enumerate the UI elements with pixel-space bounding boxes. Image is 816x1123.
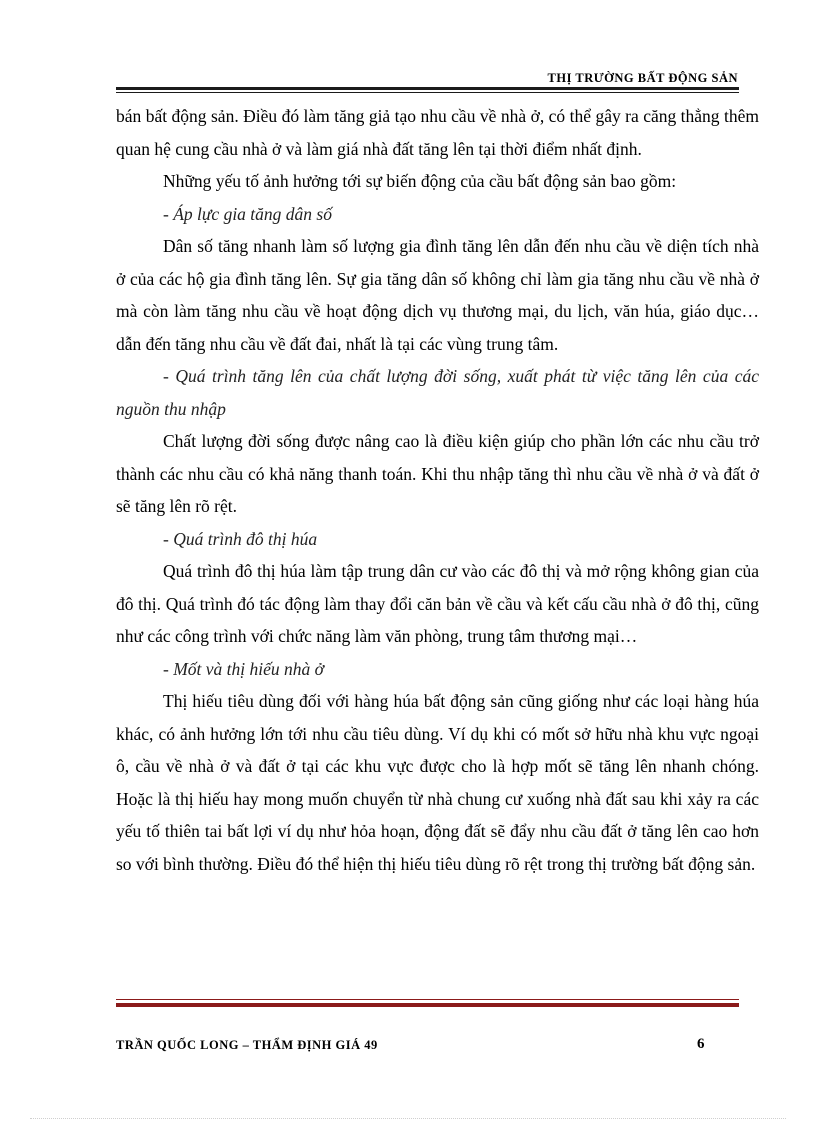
footer-author: TRẦN QUỐC LONG – THẨM ĐỊNH GIÁ 49 <box>116 1038 378 1052</box>
paragraph-urbanization: Quá trình đô thị húa làm tập trung dân cư vào các đô thị và mở rộng không gian của đô thị. Quá trình đó tác động làm thay đổi căn bản về cầu và kết cấu cầu nhà ở đô thị, cũng như các công trình với chức năng làm văn phòng, trung tâm thương mại… <box>116 561 759 646</box>
paragraph-fashion-taste: Thị hiếu tiêu dùng đối với hàng húa bất động sản cũng giống như các loại hàng húa khác, có ảnh hưởng lớn tới nhu cầu tiêu dùng. Ví dụ khi có mốt sở hữu nhà khu vực ngoại ô, cầu về nhà ở và đất ở tại các khu vực được cho là hợp mốt sẽ tăng lên nhanh chóng. Hoặc là thị hiếu hay mong muốn chuyển từ nhà chung cư xuống nhà đất sau khi xảy ra các yếu tố thiên tai bất lợi ví dụ như hỏa hoạn, động đất sẽ đẩy nhu cầu đất ở tăng lên cao hơn so với bình thường. Điều đó thể hiện thị hiếu tiêu dùng rõ rệt trong thị trường bất động sản. <box>116 691 759 874</box>
paragraph-continuation: bán bất động sản. Điều đó làm tăng giả tạo nhu cầu về nhà ở, có thể gây ra căng thẳng thêm quan hệ cung cầu nhà ở và làm giá nhà đất tăng lên tại thời điểm nhất định. <box>116 106 759 159</box>
header-rule-thick <box>116 87 739 90</box>
subheading-fashion-taste: - Mốt và thị hiếu nhà ở <box>163 658 324 679</box>
paragraph-factors-intro: Những yếu tố ảnh hưởng tới sự biến động của cầu bất động sản bao gồm: <box>163 171 677 191</box>
subheading-population: - Áp lực gia tăng dân số <box>163 203 332 224</box>
page-number: 6 <box>697 1036 705 1052</box>
header-rule-thin <box>116 92 739 93</box>
subheading-living-standard: - Quá trình tăng lên của chất lượng đời sống, xuất phát từ việc tăng lên của các nguồn thu nhập <box>116 366 759 419</box>
running-header: THỊ TRƯỜNG BẤT ĐỘNG SẢN <box>547 71 738 85</box>
footer-rule-thin <box>116 999 739 1000</box>
page-bottom-edge <box>30 1118 786 1119</box>
paragraph-population: Dân số tăng nhanh làm số lượng gia đình tăng lên dẫn đến nhu cầu về diện tích nhà ở của các hộ gia đình tăng lên. Sự gia tăng dân số không chỉ làm gia tăng nhu cầu về nhà ở mà còn làm tăng nhu cầu về hoạt động dịch vụ thương mại, du lịch, văn húa, giáo dục… dẫn đến tăng nhu cầu về đất đai, nhất là tại các vùng trung tâm. <box>116 236 759 354</box>
page-body <box>116 100 759 880</box>
footer-rule-thick <box>116 1003 739 1007</box>
subheading-urbanization: - Quá trình đô thị húa <box>163 528 318 549</box>
paragraph-living-standard: Chất lượng đời sống được nâng cao là điều kiện giúp cho phần lớn các nhu cầu trở thành các nhu cầu có khả năng thanh toán. Khi thu nhập tăng thì nhu cầu về nhà ở và đất ở sẽ tăng lên rõ rệt. <box>116 431 759 516</box>
